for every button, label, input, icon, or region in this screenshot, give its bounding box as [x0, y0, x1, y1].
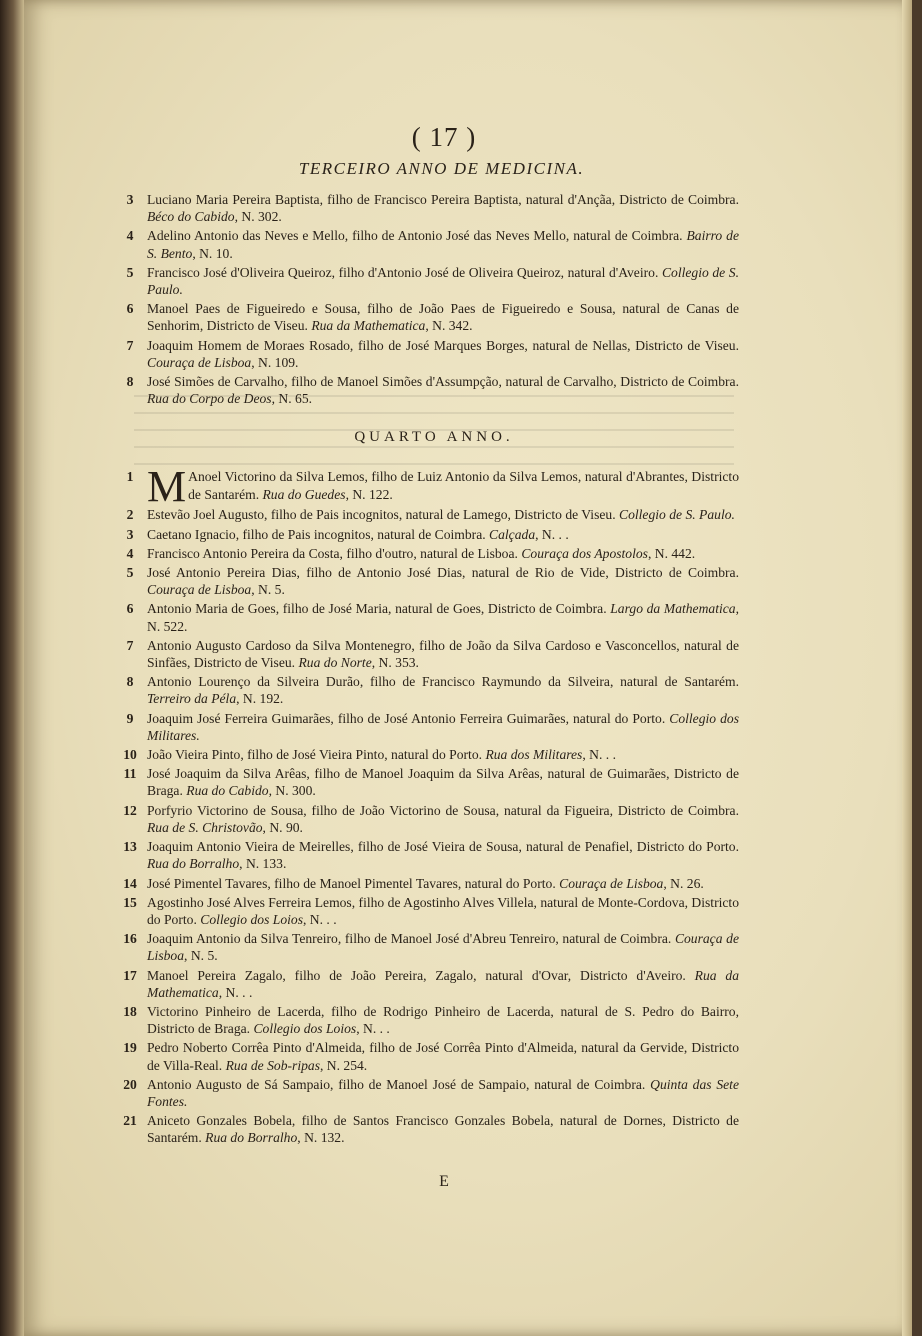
entry-address: Collegio dos Militares. — [147, 710, 739, 743]
entry-number: 4 — [126, 545, 134, 561]
book-page — [24, 0, 912, 1336]
list-item — [119, 264, 739, 298]
entry-tail: , N. 122. — [345, 486, 393, 502]
list-item — [119, 802, 739, 836]
section-title-quarto: QUARTO ANNO. — [354, 429, 514, 446]
entry-text: Pedro Noberto Corrêa Pinto d'Almeida, filho de José Corrêa Pinto d'Almeida, natural da Gervide, Districto de Villa-Real. — [147, 1040, 739, 1073]
entry-number: 5 — [126, 565, 134, 581]
entry-text: Agostinho José Alves Ferreira Lemos, filho de Agostinho Alves Villela, natural de Monte-Cordova, Districto do Porto. — [147, 894, 739, 927]
entry-text: Francisco Antonio Pereira da Costa, filho d'outro, natural de Lisboa. — [147, 545, 518, 561]
entry-text: Joaquim Antonio Vieira de Meirelles, filho de José Vieira de Sousa, natural de Penafiel, Districto do Porto. — [147, 839, 739, 855]
signature-mark: E — [439, 1172, 449, 1190]
list-item — [119, 506, 739, 523]
entry-number: 20 — [123, 1076, 137, 1092]
entry-text: Manoel Pereira Zagalo, filho de João Pereira, Zagalo, natural d'Ovar, Districto d'Aveiro. — [147, 967, 686, 983]
entry-number: 19 — [123, 1040, 137, 1056]
list-item — [119, 191, 739, 225]
entry-tail: , N. 109. — [251, 354, 299, 370]
entry-tail: , N. 442. — [647, 545, 696, 561]
entry-address: Collegio de S. Paulo. — [147, 264, 739, 298]
entry-number: 1 — [126, 469, 134, 485]
entry-text: Caetano Ignacio, filho de Pais incognitos, natural de Coimbra. — [147, 526, 486, 542]
entry-text: Joaquim Homem de Moraes Rosado, filho de José Marques Borges, natural de Nellas, Districto de Viseu. — [147, 337, 739, 353]
entry-text: José Antonio Pereira Dias, filho de Antonio José Dias, natural de Rio de Vide, Districto de Coimbra. — [147, 565, 739, 581]
drop-cap: M — [147, 462, 187, 512]
entry-tail: , N. 342. — [425, 318, 473, 334]
list-item — [119, 673, 739, 707]
entry-address: Largo da Mathematica — [610, 601, 736, 617]
section-title-terceiro: TERCEIRO ANNO DE MEDICINA. — [298, 159, 585, 178]
entry-number: 16 — [123, 931, 137, 947]
entry-number: 3 — [126, 192, 134, 207]
entry-text: Joaquim José Ferreira Guimarães, filho de José Antonio Ferreira Guimarães, natural do Porto. — [147, 710, 666, 726]
entry-tail: , N. 254. — [320, 1057, 368, 1073]
entry-address: Couraça de Lisboa — [147, 354, 252, 370]
list-item — [119, 300, 739, 334]
entry-number: 7 — [126, 337, 134, 353]
page-edge — [902, 0, 912, 1336]
entry-text: Antonio Maria de Goes, filho de José Maria, natural de Goes, Districto de Coimbra. — [147, 601, 607, 617]
list-item — [119, 967, 739, 1001]
entry-address: Collegio dos Loios — [253, 1021, 357, 1037]
list-item — [119, 1003, 739, 1037]
book-binding — [0, 0, 24, 1336]
list-item — [119, 1076, 739, 1110]
entry-text: José Simões de Carvalho, filho de Manoel Simões d'Assumpção, natural de Carvalho, Districto de Coimbra. — [147, 374, 739, 390]
list-item — [119, 545, 739, 562]
entry-tail: , N. 132. — [297, 1130, 345, 1146]
entry-address: Calçada — [489, 526, 536, 542]
entry-address: Rua do Corpo de Deos — [147, 391, 272, 407]
entry-address: Rua do Norte — [298, 655, 372, 671]
entry-address: Couraça de Lisboa — [147, 582, 252, 598]
list-item — [119, 564, 739, 598]
entry-tail: , N. 65. — [271, 391, 313, 407]
entry-address: Couraça de Lisboa — [147, 931, 739, 964]
entry-address: Rua da Mathematica — [147, 967, 739, 1000]
entry-number: 2 — [126, 507, 134, 523]
entry-tail: , N. 90. — [262, 819, 303, 835]
entry-address: Rua do Borralho — [147, 856, 240, 872]
entry-text: José Joaquim da Silva Arêas, filho de Manoel Joaquim da Silva Arêas, natural de Guimarães, Districto de Braga. — [147, 766, 739, 799]
entry-tail: , N. 192. — [236, 691, 284, 707]
entry-address: Quinta das Sete Fontes. — [147, 1076, 739, 1109]
entry-text: Porfyrio Victorino de Sousa, filho de João Victorino de Sousa, natural da Figueira, Districto de Coimbra. — [147, 802, 739, 818]
entry-number: 12 — [123, 802, 137, 818]
entry-tail: , N. 353. — [371, 655, 419, 671]
entry-address: Terreiro da Péla — [147, 691, 237, 707]
entry-address: Rua de Sob-ripas — [225, 1057, 320, 1073]
list-item — [119, 1112, 739, 1146]
entry-number: 4 — [126, 228, 134, 244]
entry-address: Collegio de S. Paulo. — [619, 507, 735, 523]
entry-number: 10 — [123, 747, 137, 763]
list-item — [119, 373, 739, 407]
entry-text: Aniceto Gonzales Bobela, filho de Santos Francisco Gonzales Bobela, natural de Dornes, Districto de Santarém. — [147, 1113, 739, 1146]
entry-tail: , N. 10. — [192, 245, 233, 261]
entry-text: Antonio Augusto Cardoso da Silva Montenegro, filho de João da Silva Cardoso e Vasconcellos, natural de Sinfães, Districto de Viseu. — [147, 637, 739, 671]
entry-address: Bairro de S. Bento — [147, 228, 739, 261]
entry-tail: , N. . . — [218, 984, 253, 1000]
entry-number: 14 — [123, 875, 137, 891]
entry-address: Rua de S. Christovão — [147, 819, 263, 835]
entry-tail: , N. . . — [356, 1021, 390, 1037]
entry-text: Luciano Maria Pereira Baptista, filho de Francisco Pereira Baptista, natural d'Ançãa, Districto de Coimbra. — [147, 192, 739, 207]
list-item — [119, 462, 739, 512]
list-item — [119, 875, 739, 892]
entry-text: José Pimentel Tavares, filho de Manoel Pimentel Tavares, natural do Porto. — [147, 875, 556, 891]
entry-text: João Vieira Pinto, filho de José Vieira Pinto, natural do Porto. — [147, 747, 483, 763]
entry-number: 15 — [123, 894, 137, 910]
entry-number: 8 — [126, 674, 134, 690]
list-item — [119, 637, 739, 671]
entry-number: 11 — [123, 766, 137, 782]
entry-address: Couraça dos Apostolos — [521, 545, 648, 561]
entry-address: Rua dos Militares — [485, 747, 583, 763]
entry-text: Francisco José d'Oliveira Queiroz, filho d'Antonio José de Oliveira Queiroz, natural d'Aveiro. — [147, 264, 659, 280]
list-item — [119, 227, 739, 261]
entry-tail: , N. . . — [303, 911, 337, 927]
entry-tail: , N. 5. — [251, 582, 285, 598]
list-item — [119, 710, 739, 744]
entry-number: 7 — [126, 637, 134, 653]
list-item — [119, 838, 739, 872]
entry-address: Rua do Cabido — [186, 783, 269, 799]
entry-tail: , N. 26. — [663, 875, 704, 891]
entry-text: Anoel Victorino da Silva Lemos, filho de Luiz Antonio da Silva Lemos, natural d'Abrantes, Districto de Santarém. — [188, 469, 739, 502]
entry-number: 18 — [123, 1003, 137, 1019]
entry-address: Rua do Guedes — [262, 486, 346, 502]
entry-number: 6 — [126, 301, 134, 317]
entry-address: Couraça de Lisboa — [559, 875, 664, 891]
entry-text: Victorino Pinheiro de Lacerda, filho de Rodrigo Pinheiro de Lacerda, natural de S. Pedro do Bairro, Districto de Braga. — [147, 1003, 739, 1037]
list-item — [119, 600, 739, 634]
entry-text: Estevão Joel Augusto, filho de Pais incognitos, natural de Lamego, Districto de Viseu. — [147, 507, 616, 523]
list-item — [119, 526, 739, 543]
page-content — [119, 122, 739, 1191]
entry-number: 3 — [126, 526, 134, 542]
list-item — [119, 765, 739, 799]
list-item — [119, 746, 739, 763]
entry-tail: , N. 522. — [147, 601, 739, 634]
page-number: ( 17 ) — [411, 122, 477, 152]
entry-text: Antonio Lourenço da Silveira Durão, filho de Francisco Raymundo da Silveira, natural de Santarém. — [147, 674, 739, 690]
entry-number: 13 — [123, 839, 137, 855]
entry-tail: , N. 5. — [184, 948, 218, 964]
list-item — [119, 337, 739, 371]
entry-tail: , N. 302. — [234, 209, 282, 225]
entry-text: Antonio Augusto de Sá Sampaio, filho de Manoel José de Sampaio, natural de Coimbra. — [147, 1076, 646, 1092]
entry-number: 17 — [123, 967, 137, 983]
entry-address: Collegio dos Loios — [200, 911, 303, 927]
quarto-list — [119, 506, 739, 1146]
entry-tail: , N. . . — [535, 526, 569, 542]
list-item — [119, 894, 739, 928]
terceiro-list — [119, 191, 739, 407]
entry-number: 21 — [123, 1113, 137, 1129]
entry-tail: , N. 133. — [239, 856, 287, 872]
entry-text: Adelino Antonio das Neves e Mello, filho de Antonio José das Neves Mello, natural de Coimbra. — [147, 228, 683, 244]
list-item — [119, 1039, 739, 1073]
entry-tail: , N. 300. — [268, 783, 316, 799]
entry-text: Manoel Paes de Figueiredo e Sousa, filho de João Paes de Figueiredo e Sousa, natural de Canas de Senhorim, Districto de Viseu. — [147, 301, 739, 334]
entry-text: Joaquim Antonio da Silva Tenreiro, filho de Manoel José d'Abreu Tenreiro, natural de Coimbra. — [147, 931, 672, 947]
entry-address: Rua da Mathematica — [311, 318, 426, 334]
entry-number: 8 — [126, 374, 134, 390]
entry-number: 5 — [126, 264, 134, 280]
entry-address: Béco do Cabido — [147, 209, 235, 225]
entry-address: Rua do Borralho — [205, 1130, 298, 1146]
entry-number: 6 — [126, 601, 134, 617]
list-item — [119, 930, 739, 964]
entry-number: 9 — [126, 710, 134, 726]
entry-tail: , N. . . — [582, 747, 616, 763]
